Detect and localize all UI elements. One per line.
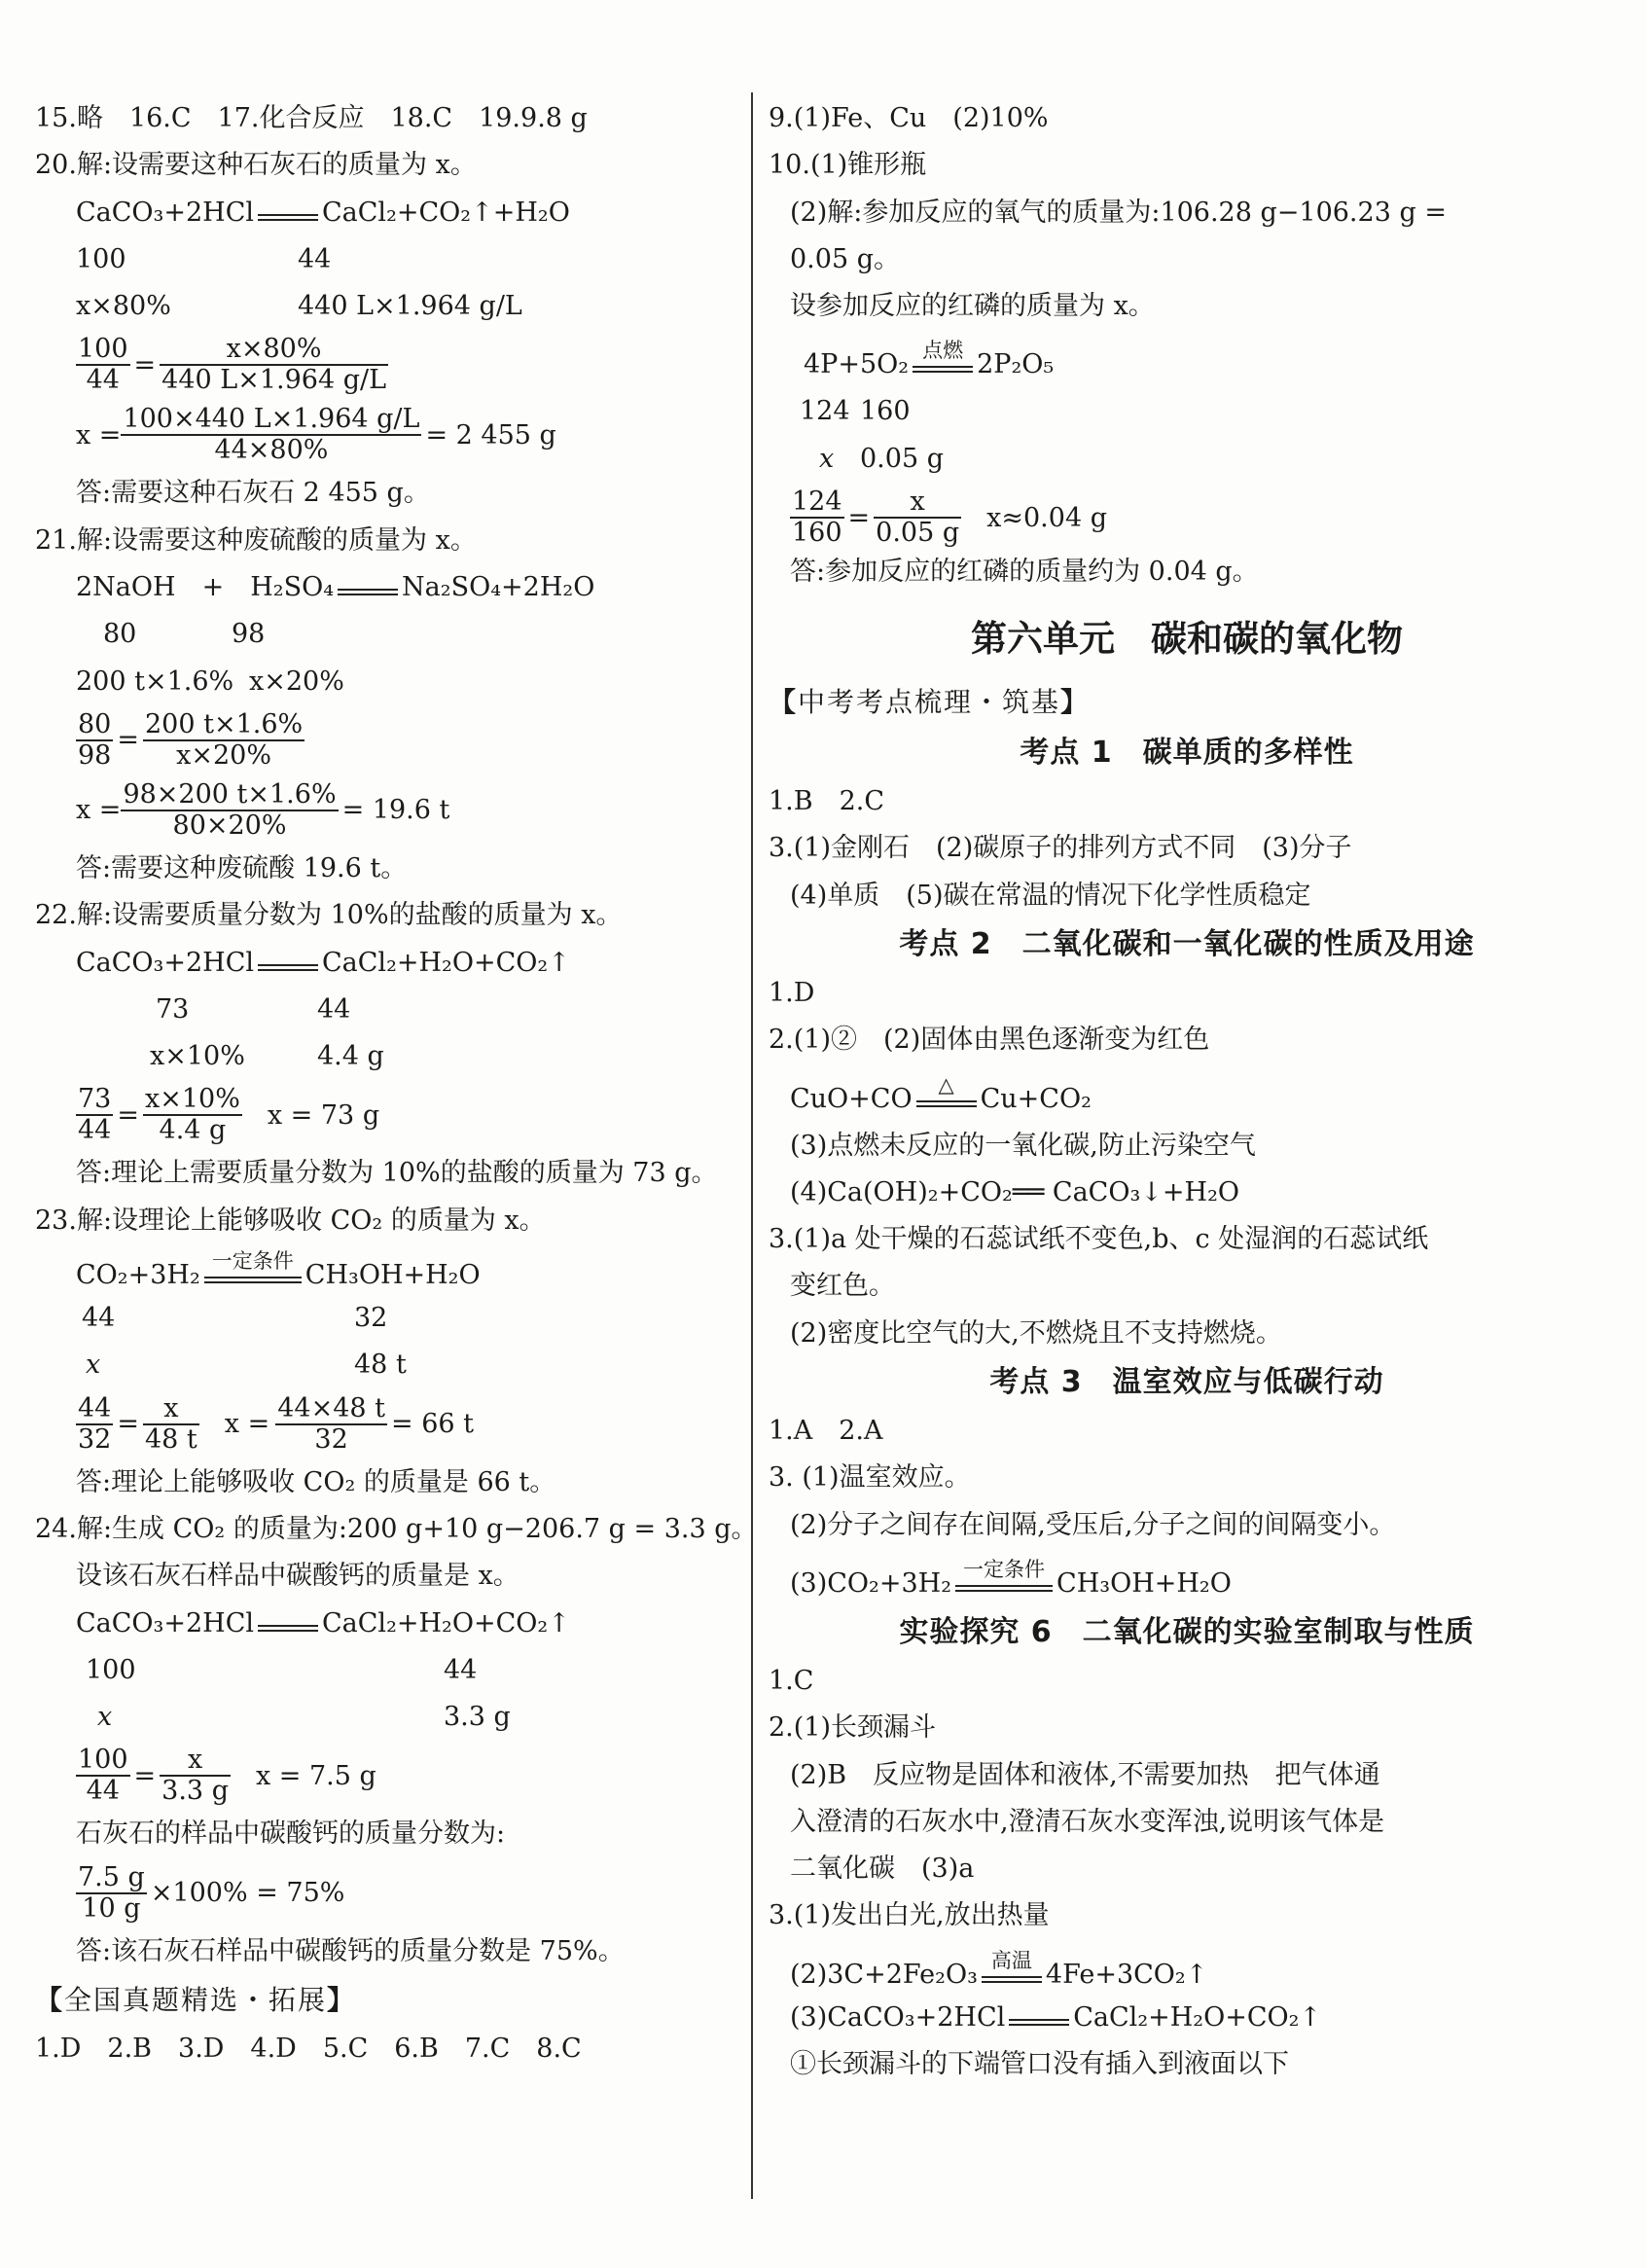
q21-solve (35, 775, 735, 846)
q23-ratio-row-1 (35, 1295, 735, 1342)
q24-r2a: x (97, 1702, 113, 1733)
q23-r2b: 48 t (354, 1350, 407, 1381)
q20-result: = 2 455 g (425, 419, 556, 450)
q23-eq-left: CO₂+3H₂ (76, 1260, 200, 1291)
topic-3-line-3: (2)分子之间存在间隔,受压后,分子之间的间隔变小。 (790, 1509, 1396, 1540)
q24-frac-1: $\frac{100}{44}$ (78, 1745, 128, 1807)
q24-proportion: $\frac{100}{44}$ = $\frac{x}{3.3 g}$ x = 7.5 g (78, 1745, 376, 1807)
column-divider (751, 92, 753, 2199)
q23-proportion: $\frac{44}{32}$ = $\frac{x}{48 t}$ x = $\frac{44\times 48 t}{32}$ = 66 t (78, 1392, 474, 1455)
q24-frac-2: $\frac{x}{3.3 g}$ (161, 1745, 229, 1807)
q23-r1a: 44 (82, 1303, 116, 1334)
section-title-exam-points: 【中考考点梳理・筑基】 (769, 686, 1091, 719)
q10-line-3: 0.05 g。 (790, 243, 900, 274)
q22-eq-arrow (258, 960, 318, 971)
experiment-6-line-3: (2)B 反应物是固体和液体,不需要加热 把气体通 (790, 1759, 1380, 1790)
q23-eq-right: CH₃OH+H₂O (304, 1260, 481, 1291)
q20-solve (35, 400, 735, 470)
topic-2-equation (769, 1064, 1605, 1123)
exp6-eq1-left: (2)3C+2Fe₂O₃ (790, 1959, 978, 1990)
q22-intro: 22.解:设需要质量分数为 10%的盐酸的质量为 x。 (35, 900, 623, 931)
experiment-6-line-4: 入澄清的石灰水中,澄清石灰水变浑浊,说明该气体是 (790, 1806, 1385, 1837)
q10-frac-1: $\frac{124}{160}$ (792, 486, 842, 549)
q22-equation (35, 940, 735, 987)
section-title-national-exam: 【全国真题精选・拓展】 (35, 1984, 357, 2017)
exp6-eq2-right: CaCl₂+H₂O+CO₂↑ (1073, 2001, 1322, 2033)
q23-answer: 答:理论上能够吸收 CO₂ 的质量是 66 t。 (76, 1466, 556, 1497)
topic-2-line-8: (2)密度比空气的大,不燃烧且不支持燃烧。 (790, 1317, 1282, 1349)
topic-3-eq-right: CH₃OH+H₂O (1056, 1567, 1232, 1599)
q21-eq-right: Na₂SO₄+2H₂O (402, 572, 595, 603)
multiple-choice-answers: 1.D 2.B 3.D 4.D 5.C 6.B 7.C 8.C (35, 2034, 582, 2065)
q24-eq-arrow (258, 1621, 318, 1632)
topic-2-eq-condition: △ (916, 1097, 977, 1107)
topic-3-eq-condition: 一定条件 (955, 1581, 1053, 1592)
topic-2-line-7: 变红色。 (790, 1271, 895, 1302)
topic-1-line-3: (4)单质 (5)碳在常温的情况下化学性质稳定 (790, 880, 1311, 911)
q22-r1b: 44 (317, 993, 351, 1025)
q21-ratio-row-2 (35, 659, 735, 705)
topic-2-line-1: 1.D (769, 977, 815, 1008)
q24-equation (35, 1601, 735, 1647)
topic-3-eq-left: (3)CO₂+3H₂ (790, 1567, 952, 1599)
q21-answer: 答:需要这种废硫酸 19.6 t。 (76, 852, 408, 883)
q22-proportion: $\frac{73}{44}$ = $\frac{x\times 10\%}{4.4 g}$ x = 73 g (78, 1084, 380, 1146)
q21-intro: 21.解:设需要这种废硫酸的质量为 x。 (35, 524, 477, 556)
q20-eq-left: CaCO₃+2HCl (76, 197, 255, 228)
q10-line-1: 10.(1)锥形瓶 (769, 150, 927, 181)
exp6-eq1-condition: 高温 (982, 1972, 1042, 1983)
right-column (769, 95, 1605, 2088)
q20-eq-arrow (258, 210, 318, 221)
q24-percent-result: ×100% = 75% (150, 1878, 345, 1909)
topic-3-line-2: 3. (1)温室效应。 (769, 1462, 971, 1494)
q23-result: = 66 t (391, 1409, 474, 1440)
q10-r1b: 160 (860, 396, 911, 427)
q22-answer: 答:理论上需要质量分数为 10%的盐酸的质量为 73 g。 (76, 1158, 718, 1189)
experiment-6-line-2: 2.(1)长颈漏斗 (769, 1712, 937, 1744)
q22-frac-2: $\frac{x\times 10\%}{4.4 g}$ (144, 1084, 240, 1146)
q10-answer: 答:参加反应的红磷的质量约为 0.04 g。 (790, 557, 1259, 588)
q22-eq-left: CaCO₃+2HCl (76, 947, 255, 978)
q24-frac-3: $\frac{7.5 g}{10 g}$ (78, 1861, 145, 1924)
topic-2-eq-left: CuO+CO (790, 1083, 913, 1114)
q22-r2a: x×10% (150, 1041, 245, 1072)
q24-percent-label: 石灰石的样品中碳酸钙的质量分数为: (76, 1818, 506, 1850)
exp6-eq2-left: (3)CaCO₃+2HCl (790, 2001, 1006, 2033)
topic-3-equation (769, 1549, 1605, 1607)
q10-r2a: x (819, 443, 835, 474)
unit-title: 第六单元 碳和碳的氧化物 (971, 618, 1403, 661)
q20-eq-right: CaCl₂+CO₂↑+H₂O (322, 197, 570, 228)
answer-line-15-19: 15.略 16.C 17.化合反应 18.C 19.9.8 g (35, 103, 588, 133)
q22-r2b: 4.4 g (317, 1041, 384, 1072)
q24-ratio-row-2 (35, 1694, 735, 1741)
q23-equation (35, 1244, 735, 1295)
q10-eq-condition: 点燃 (913, 362, 973, 373)
q24-eq-right: CaCl₂+H₂O+CO₂↑ (322, 1607, 570, 1638)
q20-proportion: $\frac{100}{44}$ = $\frac{x\times 80\%}{440 L\times 1.964 g/L}$ (78, 334, 387, 396)
q21-eq-left: 2NaOH + H₂SO₄ (76, 572, 335, 603)
q24-eq-left: CaCO₃+2HCl (76, 1607, 255, 1638)
left-column (35, 95, 758, 2072)
q21-eq-arrow (338, 585, 398, 595)
q21-x-pre: x = (76, 795, 122, 826)
q23-frac-3: $\frac{44\times 48 t}{32}$ (277, 1392, 385, 1455)
topic-1-line-2: 3.(1)金刚石 (2)碳原子的排列方式不同 (3)分子 (769, 833, 1352, 864)
q24-r1b: 44 (444, 1654, 478, 1685)
exp6-eq1-right: 4Fe+3CO₂↑ (1045, 1959, 1208, 1990)
q10-eq-right: 2P₂O₅ (977, 349, 1055, 380)
q23-r1b: 32 (354, 1303, 388, 1334)
experiment-6-equation-2 (769, 1995, 1605, 2041)
q21-proportion: $\frac{80}{98}$ = $\frac{200 t\times 1.6\%}{x\times 20\%}$ (78, 708, 304, 771)
q10-r1a: 124 (800, 396, 850, 427)
topic-3-line-1: 1.A 2.A (769, 1416, 883, 1447)
q10-eq-left: 4P+5O₂ (804, 349, 910, 380)
q10-equation (769, 330, 1605, 388)
q23-frac-2: $\frac{x}{48 t}$ (144, 1392, 197, 1455)
experiment-6-line-1: 1.C (769, 1665, 814, 1696)
topic-1-title: 考点 1 碳单质的多样性 (1020, 736, 1354, 771)
q24-r1a: 100 (86, 1654, 136, 1685)
experiment-6-line-6: 3.(1)发出白光,放出热量 (769, 1900, 1050, 1931)
q24-r2b: 3.3 g (444, 1702, 511, 1733)
q22-ratio-row-1 (35, 987, 735, 1033)
q20-answer: 答:需要这种石灰石 2 455 g。 (76, 478, 430, 509)
q23-ratio-row-2 (35, 1342, 735, 1388)
q23-intro: 23.解:设理论上能够吸收 CO₂ 的质量为 x。 (35, 1205, 546, 1236)
topic-2-line-4: (3)点燃未反应的一氧化碳,防止污染空气 (790, 1130, 1256, 1161)
q10-ratio-row-2 (769, 436, 1605, 483)
q20-frac-1: $\frac{100}{44}$ (78, 334, 128, 396)
q21-r1b: 98 (232, 619, 266, 650)
q21-frac-1: $\frac{80}{98}$ (78, 708, 112, 771)
q10-ratio-row-1 (769, 388, 1605, 435)
q22-frac-1: $\frac{73}{44}$ (78, 1084, 112, 1146)
q21-r2b: x×20% (249, 666, 344, 697)
q10-frac-2: $\frac{x}{0.05 g}$ (876, 486, 960, 549)
q20-r1a: 100 (76, 243, 126, 274)
q22-r1a: 73 (156, 993, 190, 1025)
q10-proportion: $\frac{124}{160}$ = $\frac{x}{0.05 g}$ x≈0.04 g (792, 486, 1107, 549)
q20-ratio-row-1 (35, 236, 735, 283)
q10-result: x≈0.04 g (986, 502, 1107, 533)
q24-ratio-row-1 (35, 1647, 735, 1694)
q20-r2b: 440 L×1.964 g/L (298, 291, 522, 322)
q10-line-2: (2)解:参加反应的氧气的质量为:106.28 g−106.23 g = (790, 197, 1447, 228)
q22-ratio-row-2 (35, 1033, 735, 1080)
q20-r1b: 44 (298, 243, 332, 274)
experiment-6-line-9: ①长颈漏斗的下端管口没有插入到液面以下 (790, 2049, 1289, 2080)
q23-r2a: x (86, 1350, 101, 1381)
q20-x-pre: x = (76, 419, 122, 450)
q23-frac-1: $\frac{44}{32}$ (78, 1392, 112, 1455)
q21-frac-2: $\frac{200 t\times 1.6\%}{x\times 20\%}$ (144, 708, 304, 771)
topic-2-eq-right: Cu+CO₂ (980, 1083, 1092, 1114)
q20-intro: 20.解:设需要这种石灰石的质量为 x。 (35, 150, 477, 181)
q24-let: 设该石灰石样品中碳酸钙的质量是 x。 (76, 1561, 519, 1592)
q23-eq-condition: 一定条件 (204, 1273, 302, 1283)
q24-percent-calc (35, 1858, 735, 1928)
q21-equation (35, 564, 735, 611)
topic-3-title: 考点 3 温室效应与低碳行动 (989, 1365, 1384, 1400)
q21-r2a: 200 t×1.6% (76, 666, 234, 697)
topic-2-line-2: 2.(1)② (2)固体由黑色逐渐变为红色 (769, 1025, 1210, 1056)
topic-2-line-5: (4)Ca(OH)₂+CO₂══ CaCO₃↓+H₂O (790, 1176, 1240, 1207)
q20-equation (35, 190, 735, 236)
experiment-6-title: 实验探究 6 二氧化碳的实验室制取与性质 (899, 1614, 1475, 1649)
q10-r2b: 0.05 g (860, 443, 944, 474)
q24-answer: 答:该石灰石样品中碳酸钙的质量分数是 75%。 (76, 1935, 625, 1966)
experiment-6-equation-1 (769, 1940, 1605, 1995)
exp6-eq2-arrow (1009, 2015, 1069, 2026)
q24-intro: 24.解:生成 CO₂ 的质量为:200 g+10 g−206.7 g = 3.3 g。 (35, 1513, 758, 1544)
q9-answer: 9.(1)Fe、Cu (2)10% (769, 103, 1049, 133)
q20-frac-3: $\frac{100\times 440 L\times 1.964 g/L}{44\times 80\%}$ (123, 404, 420, 466)
q21-frac-3: $\frac{98\times 200 t\times 1.6\%}{80\times 20\%}$ (123, 778, 337, 841)
q20-frac-2: $\frac{x\times 80\%}{440 L\times 1.964 g/L}$ (161, 334, 387, 396)
q21-r1a: 80 (103, 619, 137, 650)
q10-line-4: 设参加反应的红磷的质量为 x。 (790, 291, 1155, 322)
topic-2-line-6: 3.(1)a 处干燥的石蕊试纸不变色,b、c 处湿润的石蕊试纸 (769, 1224, 1429, 1255)
topic-1-line-1: 1.B 2.C (769, 786, 885, 817)
q21-ratio-row-1 (35, 611, 735, 658)
q24-result: x = 7.5 g (255, 1760, 376, 1791)
q20-ratio-row-2 (35, 283, 735, 330)
topic-2-title: 考点 2 二氧化碳和一氧化碳的性质及用途 (899, 926, 1475, 961)
q21-result: = 19.6 t (341, 795, 450, 826)
q23-x-pre: x = (224, 1409, 270, 1440)
experiment-6-line-5: 二氧化碳 (3)a (790, 1854, 975, 1885)
q20-r2a: x×80% (76, 291, 171, 322)
q22-eq-right: CaCl₂+H₂O+CO₂↑ (322, 947, 570, 978)
q22-result: x = 73 g (267, 1099, 380, 1131)
